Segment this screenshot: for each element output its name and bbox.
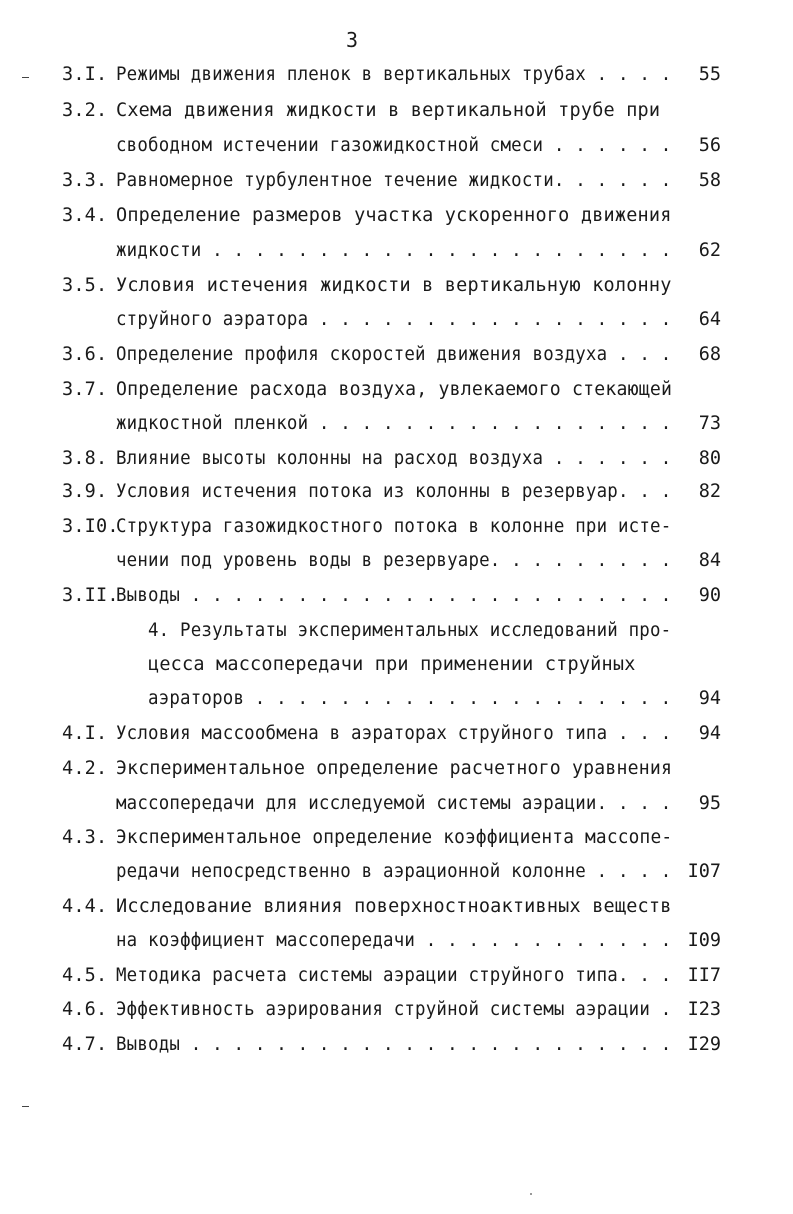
toc-entry-number: 3.4. bbox=[62, 205, 108, 226]
toc-entry-continuation: струйного аэратора . . . . . . . . . . . . . . . . . bbox=[116, 309, 672, 330]
toc-entry-number: 3.I. bbox=[62, 64, 108, 85]
toc-entry-page: I07 bbox=[687, 861, 721, 882]
toc-entry-continuation: цесса массопередачи при применении струйных bbox=[148, 654, 636, 675]
toc-entry-number: 3.5. bbox=[62, 275, 108, 296]
toc-entry-page: 73 bbox=[698, 413, 721, 434]
toc-entry-page: 90 bbox=[698, 585, 721, 606]
toc-entry-continuation: жидкости . . . . . . . . . . . . . . . . . . . . . . bbox=[116, 240, 672, 261]
toc-entry-title: Экспериментальное определение расчетного уравнения bbox=[116, 758, 673, 779]
toc-entry-number: 3.I0. bbox=[62, 516, 119, 537]
toc-entry-number: 3.8. bbox=[62, 448, 108, 469]
toc-entry-title: Влияние высоты колонны на расход воздуха . . . . . . bbox=[116, 448, 672, 469]
toc-entry-page: 56 bbox=[698, 135, 721, 156]
toc-entry-number: 4.4. bbox=[62, 896, 108, 917]
toc-entry-number: 4.6. bbox=[62, 999, 108, 1020]
toc-entry-page: II7 bbox=[687, 965, 721, 986]
toc-entry-number: 4.3. bbox=[62, 827, 108, 848]
toc-entry-page: 55 bbox=[698, 64, 721, 85]
toc-entry-continuation: массопередачи для исследуемой системы аэрации. . . . bbox=[116, 793, 672, 814]
toc-entry-page: 62 bbox=[698, 240, 721, 261]
toc-entry-title: Условия массообмена в аэраторах струйного типа . . . bbox=[116, 723, 672, 744]
toc-entry-continuation: 4. Результаты экспериментальных исследований про- bbox=[148, 620, 672, 641]
toc-entry-page: 58 bbox=[698, 170, 721, 191]
toc-entry-number: 4.I. bbox=[62, 723, 108, 744]
speck bbox=[530, 1193, 532, 1195]
toc-entry-title: Условия истечения жидкости в вертикальную колонну bbox=[116, 275, 672, 296]
toc-entry-title: Режимы движения пленок в вертикальных трубах . . . . bbox=[116, 64, 672, 85]
toc-entry-page: I29 bbox=[687, 1034, 721, 1055]
toc-entry-number: 4.5. bbox=[62, 965, 108, 986]
toc-entry-title: Определение профиля скоростей движения воздуха . . . bbox=[116, 344, 672, 365]
toc-entry-title: Схема движения жидкости в вертикальной трубе при bbox=[116, 100, 661, 121]
toc-entry-continuation: редачи непосредственно в аэрационной колонне . . . . bbox=[116, 861, 672, 882]
toc-entry-continuation: жидкостной пленкой . . . . . . . . . . . . . . . . . bbox=[116, 413, 672, 434]
toc-entry-number: 3.3. bbox=[62, 170, 108, 191]
toc-entry-title: Определение размеров участка ускоренного движения bbox=[116, 205, 672, 226]
toc-entry-title: Выводы . . . . . . . . . . . . . . . . . . . . . . . bbox=[116, 1034, 672, 1055]
toc-entry-number: 3.6. bbox=[62, 344, 108, 365]
toc-entry-title: Условия истечения потока из колонны в резервуар. . . bbox=[116, 481, 672, 502]
toc-entry-page: 64 bbox=[698, 309, 721, 330]
toc-entry-continuation: аэраторов . . . . . . . . . . . . . . . . . . . . bbox=[148, 688, 672, 709]
toc-entry-page: 94 bbox=[698, 688, 721, 709]
toc-entry-page: I23 bbox=[687, 999, 721, 1020]
toc-entry-title: Эффективность аэрирования струйной системы аэрации . bbox=[116, 999, 672, 1020]
toc-entry-page: 68 bbox=[698, 344, 721, 365]
toc-entry-title: Выводы . . . . . . . . . . . . . . . . . . . . . . . bbox=[116, 585, 672, 606]
toc-entry-page: 94 bbox=[698, 723, 721, 744]
toc-entry-continuation: чении под уровень воды в резервуаре. . . . . . . . . bbox=[116, 550, 672, 571]
toc-entry-page: 80 bbox=[698, 448, 721, 469]
toc-entry-page: 84 bbox=[698, 550, 721, 571]
toc-entry-continuation: свободном истечении газожидкостной смеси . . . . . . bbox=[116, 135, 672, 156]
toc-entry-continuation: на коэффициент массопередачи . . . . . . . . . . . . bbox=[116, 930, 672, 951]
page-number: 3 bbox=[346, 28, 359, 52]
toc-entry-title: Равномерное турбулентное течение жидкости. . . . . . bbox=[116, 170, 672, 191]
toc-entry-title: Методика расчета системы аэрации струйного типа. . . bbox=[116, 965, 672, 986]
toc-entry-title: Исследование влияния поверхностноактивных веществ bbox=[116, 896, 672, 917]
toc-entry-number: 4.2. bbox=[62, 758, 108, 779]
margin-mark bbox=[22, 77, 29, 78]
toc-entry-page: I09 bbox=[687, 930, 721, 951]
toc-entry-title: Определение расхода воздуха, увлекаемого стекающей bbox=[116, 379, 673, 400]
toc-entry-number: 3.2. bbox=[62, 100, 108, 121]
toc-entry-page: 95 bbox=[698, 793, 721, 814]
toc-entry-page: 82 bbox=[698, 481, 721, 502]
toc-entry-number: 4.7. bbox=[62, 1034, 108, 1055]
toc-entry-title: Структура газожидкостного потока в колонне при исте- bbox=[116, 516, 672, 537]
toc-entry-number: 3.II. bbox=[62, 585, 119, 606]
toc-entry-number: 3.7. bbox=[62, 379, 108, 400]
toc-entry-title: Экспериментальное определение коэффициента массопе- bbox=[116, 827, 673, 848]
toc-entry-number: 3.9. bbox=[62, 481, 108, 502]
margin-mark bbox=[22, 1106, 29, 1107]
